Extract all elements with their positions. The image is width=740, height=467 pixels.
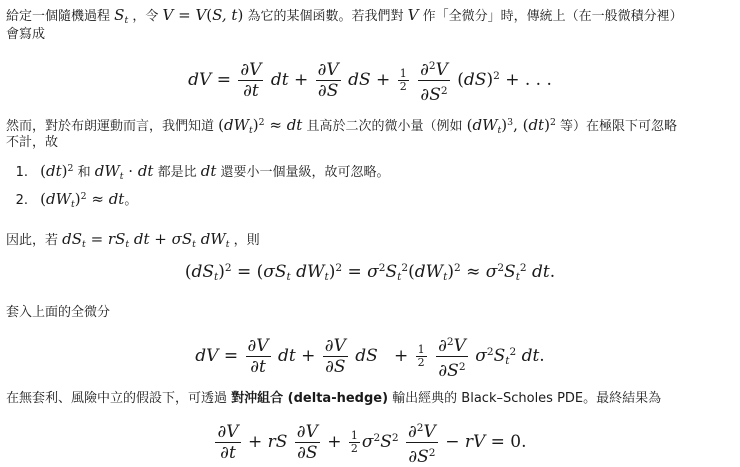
math-V-def: V = V(S, t) bbox=[162, 6, 244, 24]
equation-black-scholes-pde: $\frac{\partial V}{\partial t}$ + rS $\frac{\partial V}{\partial S}$ + $\frac{1}{2}$ $\sigma^2S^2$ $\frac{\partial^2V}{\partial S^2}$ − rV = 0. bbox=[217, 421, 527, 467]
black-scholes-line: 在無套利、風險中立的假設下，可透過 對沖組合 (delta-hedge) 輸出經典的 Black–Scholes PDE。最終結果為 bbox=[6, 391, 662, 406]
math-V: V bbox=[407, 6, 419, 24]
math-St: $S_t$ bbox=[114, 6, 129, 26]
therefore-line: 因此，若 $dS_t = rS_t$ dt + $\sigma S_t$ $dW_t$ ，則 bbox=[6, 230, 260, 250]
intro-line-1: 給定一個隨機過程 $S_t$ ，令 V = V(S, t) 為它的某個函數。若我們對 V 作「全微分」時，傳統上（在一般微積分裡） bbox=[6, 6, 683, 26]
brownian-line-1: 然而，對於布朗運動而言，我們知道 $(dW_t)^2$ ≈ dt 且高於二次的微小量（例如 $(dW_t)^3$, (dt)$^2$ 等）在極限下可忽略 bbox=[6, 116, 678, 136]
intro-line-2: 會寫成 bbox=[6, 27, 46, 42]
equation-dS-squared: $(dS_t)^2 = (\sigma S_t$ $dW_t)^2 = \sigma^2S_t^2(dW_t)^2 \approx \sigma^2S_t^2$ dt. bbox=[184, 262, 556, 284]
brownian-line-2: 不計，故 bbox=[6, 135, 59, 150]
substitute-line: 套入上面的全微分 bbox=[6, 305, 111, 320]
equation-ito-differential: dV = $\frac{\partial V}{\partial t}$ dt + $\frac{\partial V}{\partial S}$ dS + $\frac{1}{2}$ $\frac{\partial^2V}{\partial S^2}$ $\sigma^2S_t^2$ dt. bbox=[195, 335, 545, 381]
delta-hedge-bold: 對沖組合 (delta-hedge) bbox=[231, 391, 389, 406]
equation-total-differential: dV = $\frac{\partial V}{\partial t}$ dt + $\frac{\partial V}{\partial S}$ dS + $\frac{1}{2}$ $\frac{\partial^2V}{\partial S^2}$ (dS)$^2$ + . . . bbox=[188, 59, 552, 105]
list-item: 2. $(dW_t)^2$ ≈ dt。 bbox=[15, 190, 138, 210]
list-item: 1. (dt)$^2$ 和 $dW_t$ · dt 都是比 dt 還要小一個量級，故可忽略。 bbox=[15, 162, 390, 182]
